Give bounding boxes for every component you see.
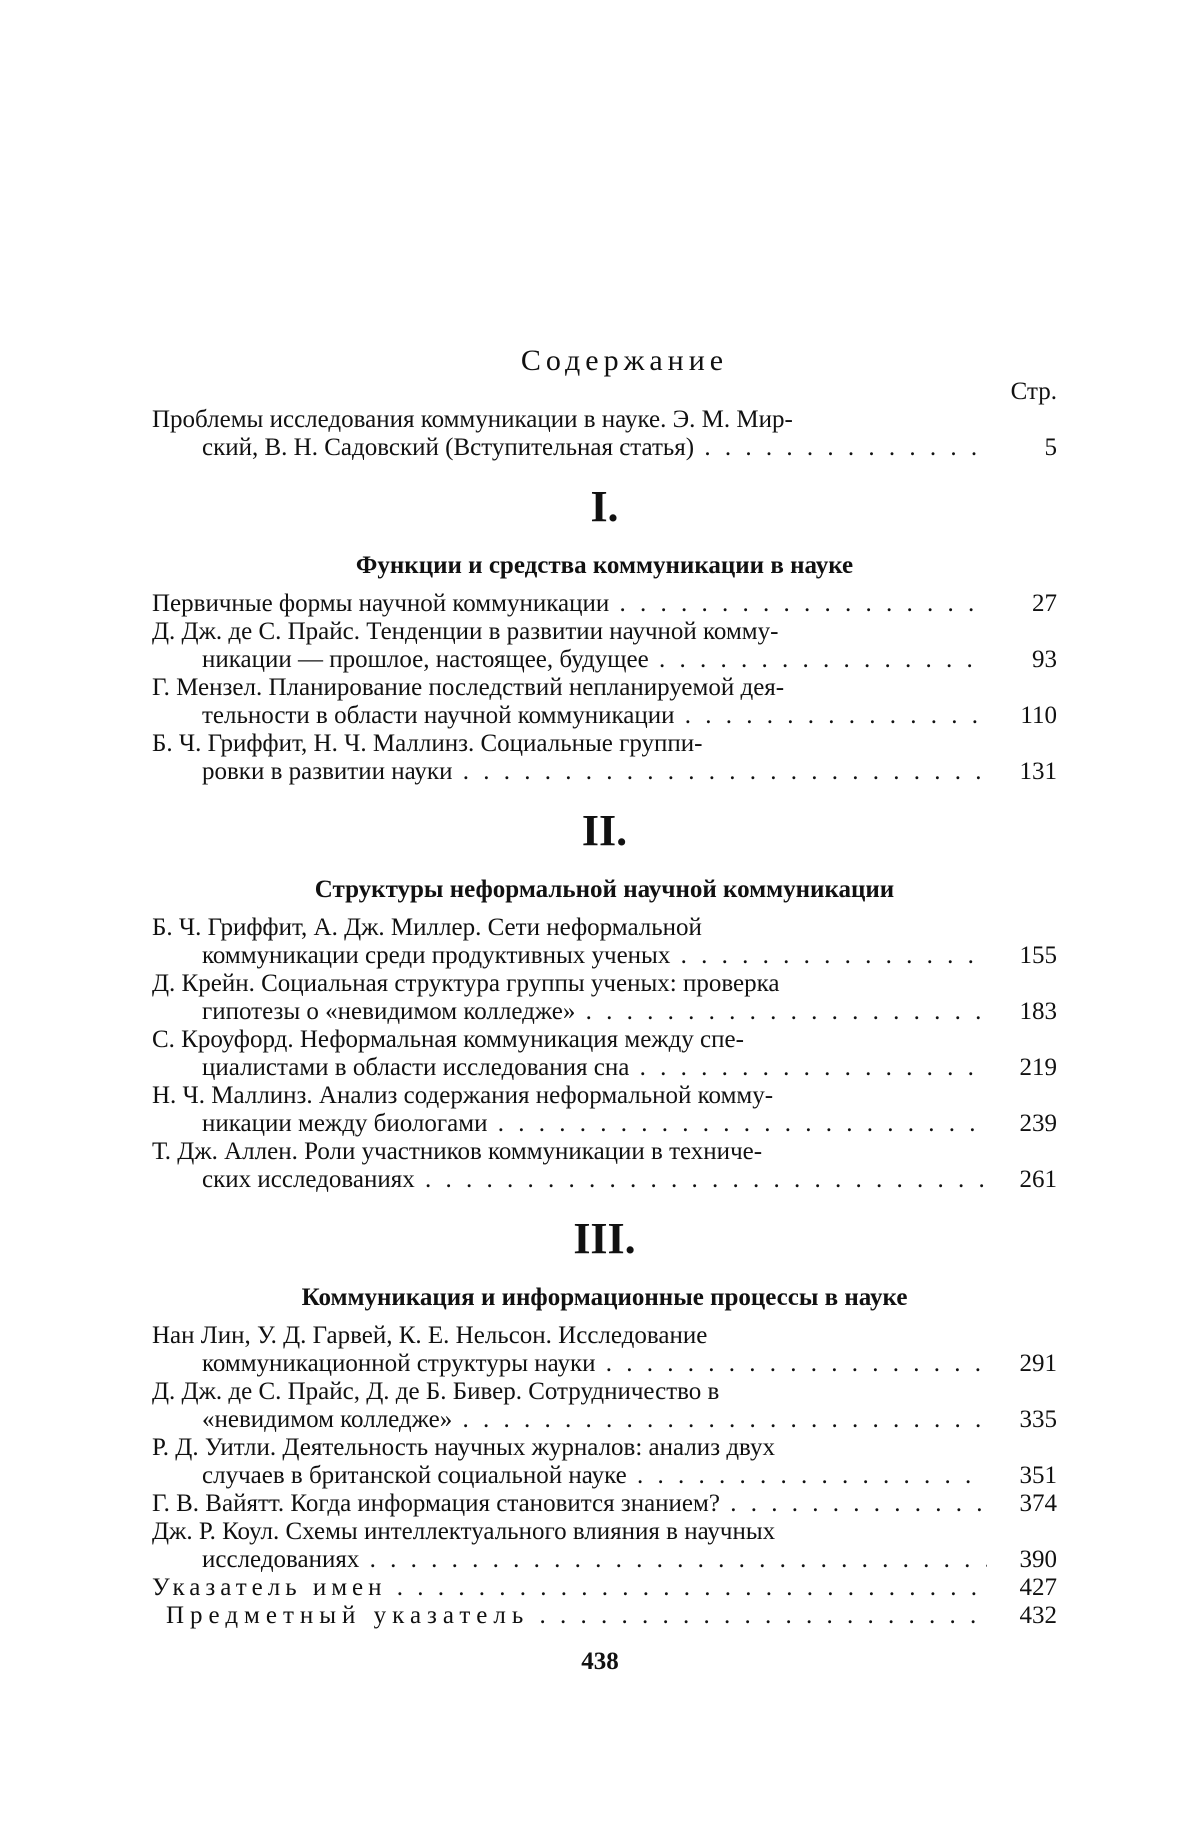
entry-page-number: 390	[1019, 1546, 1057, 1573]
toc-entry	[152, 730, 1057, 786]
page-number: 438	[581, 1648, 619, 1675]
page-column-label: Стр.	[1010, 378, 1057, 405]
entry-line: «невидимом колледже»	[202, 1406, 453, 1433]
entry-line: С. Кроуфорд. Неформальная коммуникация между спе-	[152, 1026, 744, 1053]
toc-entry	[152, 1490, 1057, 1518]
toc-title: Содержание	[520, 344, 729, 377]
toc-entry	[152, 1322, 1057, 1378]
entry-line: никации — прошлое, настоящее, будущее	[202, 646, 649, 673]
section-title-3: Коммуникация и информационные процессы в науке	[301, 1284, 908, 1311]
toc-entry	[152, 1518, 1057, 1574]
entry-page-number: 5	[1044, 434, 1057, 461]
entry-page-number: 155	[1019, 942, 1057, 969]
entry-page-number: 239	[1019, 1110, 1057, 1137]
entry-line: Дж. Р. Коул. Схемы интеллектуального влияния в научных	[152, 1518, 776, 1545]
entry-line: никации между биологами	[202, 1110, 488, 1137]
entry-line: ский, В. Н. Садовский (Вступительная статья)	[202, 434, 695, 461]
entry-page-number: 351	[1019, 1462, 1057, 1489]
entry-page-number: 374	[1019, 1490, 1057, 1517]
entry-line: случаев в британской социальной науке	[202, 1462, 627, 1489]
entry-line: исследованиях	[202, 1546, 360, 1573]
section-title-2: Структуры неформальной научной коммуникации	[314, 876, 895, 903]
entry-line: Р. Д. Уитли. Деятельность научных журналов: анализ двух	[152, 1434, 775, 1461]
toc-entry	[152, 674, 1057, 730]
entry-line: Нан Лин, У. Д. Гарвей, К. Е. Нельсон. Исследование	[152, 1322, 708, 1349]
entry-line: ских исследованиях	[202, 1166, 415, 1193]
entry-page-number: 110	[1020, 702, 1057, 729]
entry-line: Первичные формы научной коммуникации	[152, 590, 610, 617]
entry-line: циалистами в области исследования сна	[202, 1054, 630, 1081]
entry-page-number: 219	[1019, 1054, 1057, 1081]
entry-line: Д. Дж. де С. Прайс. Тенденции в развитии научной комму-	[152, 618, 779, 645]
toc-entry	[152, 970, 1057, 1026]
toc-entry	[152, 1026, 1057, 1082]
table-of-contents	[152, 344, 1057, 1630]
entry-line: Т. Дж. Аллен. Роли участников коммуникации в техниче-	[152, 1138, 763, 1165]
toc-entry	[152, 618, 1057, 674]
entry-line: Б. Ч. Гриффит, А. Дж. Миллер. Сети неформальной	[152, 914, 702, 941]
entry-page-number: 427	[1019, 1574, 1057, 1601]
toc-entry	[152, 1138, 1057, 1194]
section-numeral-3: III.	[573, 1214, 636, 1263]
toc-entry	[152, 1378, 1057, 1434]
entry-line: коммуникационной структуры науки	[202, 1350, 596, 1377]
toc-entry-name-index	[152, 1574, 1057, 1602]
entry-line: Проблемы исследования коммуникации в науке. Э. М. Мир-	[152, 406, 793, 433]
entry-line: Д. Дж. де С. Прайс, Д. де Б. Бивер. Сотрудничество в	[152, 1378, 720, 1405]
entry-line: Г. В. Вайятт. Когда информация становится знанием?	[152, 1490, 720, 1517]
section-numeral-2: II.	[581, 806, 628, 855]
entry-line: Предметный указатель	[166, 1602, 530, 1629]
entry-line: Д. Крейн. Социальная структура группы ученых: проверка	[152, 970, 780, 997]
toc-entry	[152, 1434, 1057, 1490]
entry-line: гипотезы о «невидимом колледже»	[202, 998, 576, 1025]
entry-page-number: 261	[1019, 1166, 1057, 1193]
section-numeral-1: I.	[590, 482, 619, 531]
entry-page-number: 93	[1032, 646, 1057, 673]
section-title-1: Функции и средства коммуникации в науке	[355, 552, 854, 579]
entry-line: Н. Ч. Маллинз. Анализ содержания неформальной комму-	[152, 1082, 774, 1109]
toc-entry	[152, 1082, 1057, 1138]
toc-entry	[152, 914, 1057, 970]
entry-page-number: 335	[1019, 1406, 1057, 1433]
entry-page-number: 27	[1032, 590, 1057, 617]
entry-line: Г. Мензел. Планирование последствий непланируемой дея-	[152, 674, 785, 701]
entry-page-number: 131	[1019, 758, 1057, 785]
entry-line: Указатель имен	[152, 1574, 387, 1601]
toc-entry-subject-index	[152, 1602, 1057, 1630]
entry-line: тельности в области научной коммуникации	[202, 702, 675, 729]
entry-line: Б. Ч. Гриффит, Н. Ч. Маллинз. Социальные группи-	[152, 730, 703, 757]
entry-line: коммуникации среди продуктивных ученых	[202, 942, 671, 969]
entry-page-number: 432	[1019, 1602, 1057, 1629]
entry-page-number: 291	[1019, 1350, 1057, 1377]
toc-entry	[152, 590, 1057, 618]
entry-page-number: 183	[1019, 998, 1057, 1025]
toc-entry-intro	[152, 406, 1057, 462]
entry-line: ровки в развитии науки	[202, 758, 453, 785]
